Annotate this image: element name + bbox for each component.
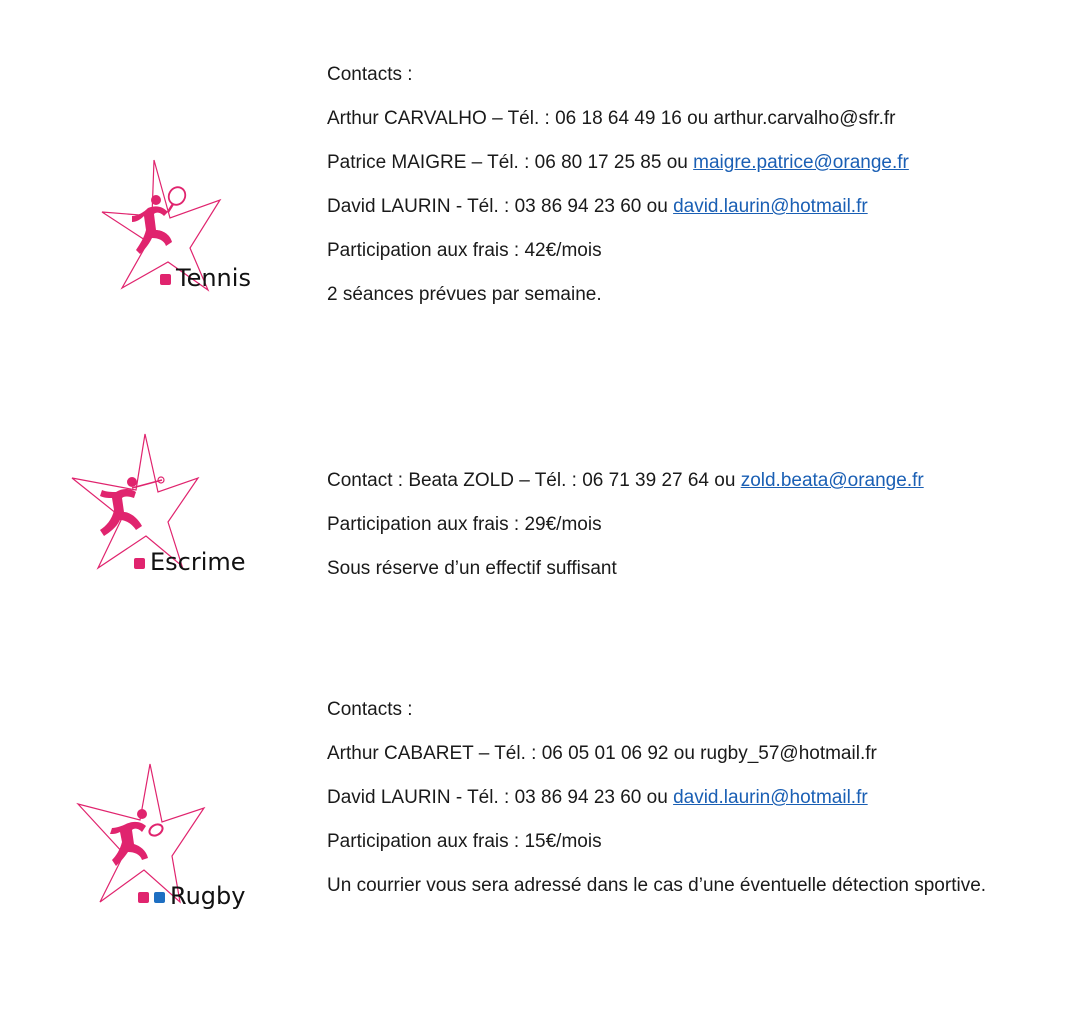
tennis-section <box>0 0 1090 360</box>
tennis-logo <box>100 150 270 295</box>
contact-maigre: Patrice MAIGRE – Tél. : 06 80 17 25 85 ou maigre.patrice@orange.fr <box>327 152 909 173</box>
pink-square-bullet <box>134 558 145 569</box>
fee-text: Participation aux frais : 42€/mois <box>327 240 602 261</box>
contact-laurin: David LAURIN - Tél. : 03 86 94 23 60 ou david.laurin@hotmail.fr <box>327 787 868 808</box>
pink-square-bullet <box>160 274 171 285</box>
detection-note: Un courrier vous sera adressé dans le cas d’une éventuelle détection sportive. <box>327 875 987 896</box>
rugby-logo-label: Rugby <box>170 882 246 910</box>
escrime-section <box>0 360 1090 640</box>
pink-square-bullet <box>138 892 149 903</box>
contact-carvalho: Arthur CARVALHO – Tél. : 06 18 64 49 16 ou arthur.carvalho@sfr.fr <box>327 108 896 129</box>
contact-laurin: David LAURIN - Tél. : 03 86 94 23 60 ou david.laurin@hotmail.fr <box>327 196 868 217</box>
contact-cabaret: Arthur CABARET – Tél. : 06 05 01 06 92 ou rugby_57@hotmail.fr <box>327 743 877 764</box>
escrime-logo-label: Escrime <box>150 548 246 576</box>
fencer-star-icon <box>70 432 270 577</box>
contacts-heading: Contacts : <box>327 699 413 720</box>
rugby-player-star-icon <box>76 762 276 912</box>
tennis-logo-label: Tennis <box>176 264 251 292</box>
escrime-logo <box>70 432 270 577</box>
email-link-laurin[interactable]: david.laurin@hotmail.fr <box>673 196 868 217</box>
email-link-maigre[interactable]: maigre.patrice@orange.fr <box>693 152 909 173</box>
rugby-section <box>0 640 1090 1024</box>
email-link-zold[interactable]: zold.beata@orange.fr <box>740 470 924 491</box>
email-link-laurin[interactable]: david.laurin@hotmail.fr <box>673 787 868 808</box>
rugby-logo <box>76 762 276 912</box>
fee-text: Participation aux frais : 15€/mois <box>327 831 602 852</box>
blue-square-bullet <box>154 892 165 903</box>
tennis-player-star-icon <box>100 150 270 295</box>
sessions-note: 2 séances prévues par semaine. <box>327 284 602 305</box>
contact-zold: Contact : Beata ZOLD – Tél. : 06 71 39 27 64 ou zold.beata@orange.fr <box>327 470 924 491</box>
fee-text: Participation aux frais : 29€/mois <box>327 514 602 535</box>
contacts-heading: Contacts : <box>327 64 413 85</box>
reserve-note: Sous réserve d’un effectif suffisant <box>327 558 617 579</box>
